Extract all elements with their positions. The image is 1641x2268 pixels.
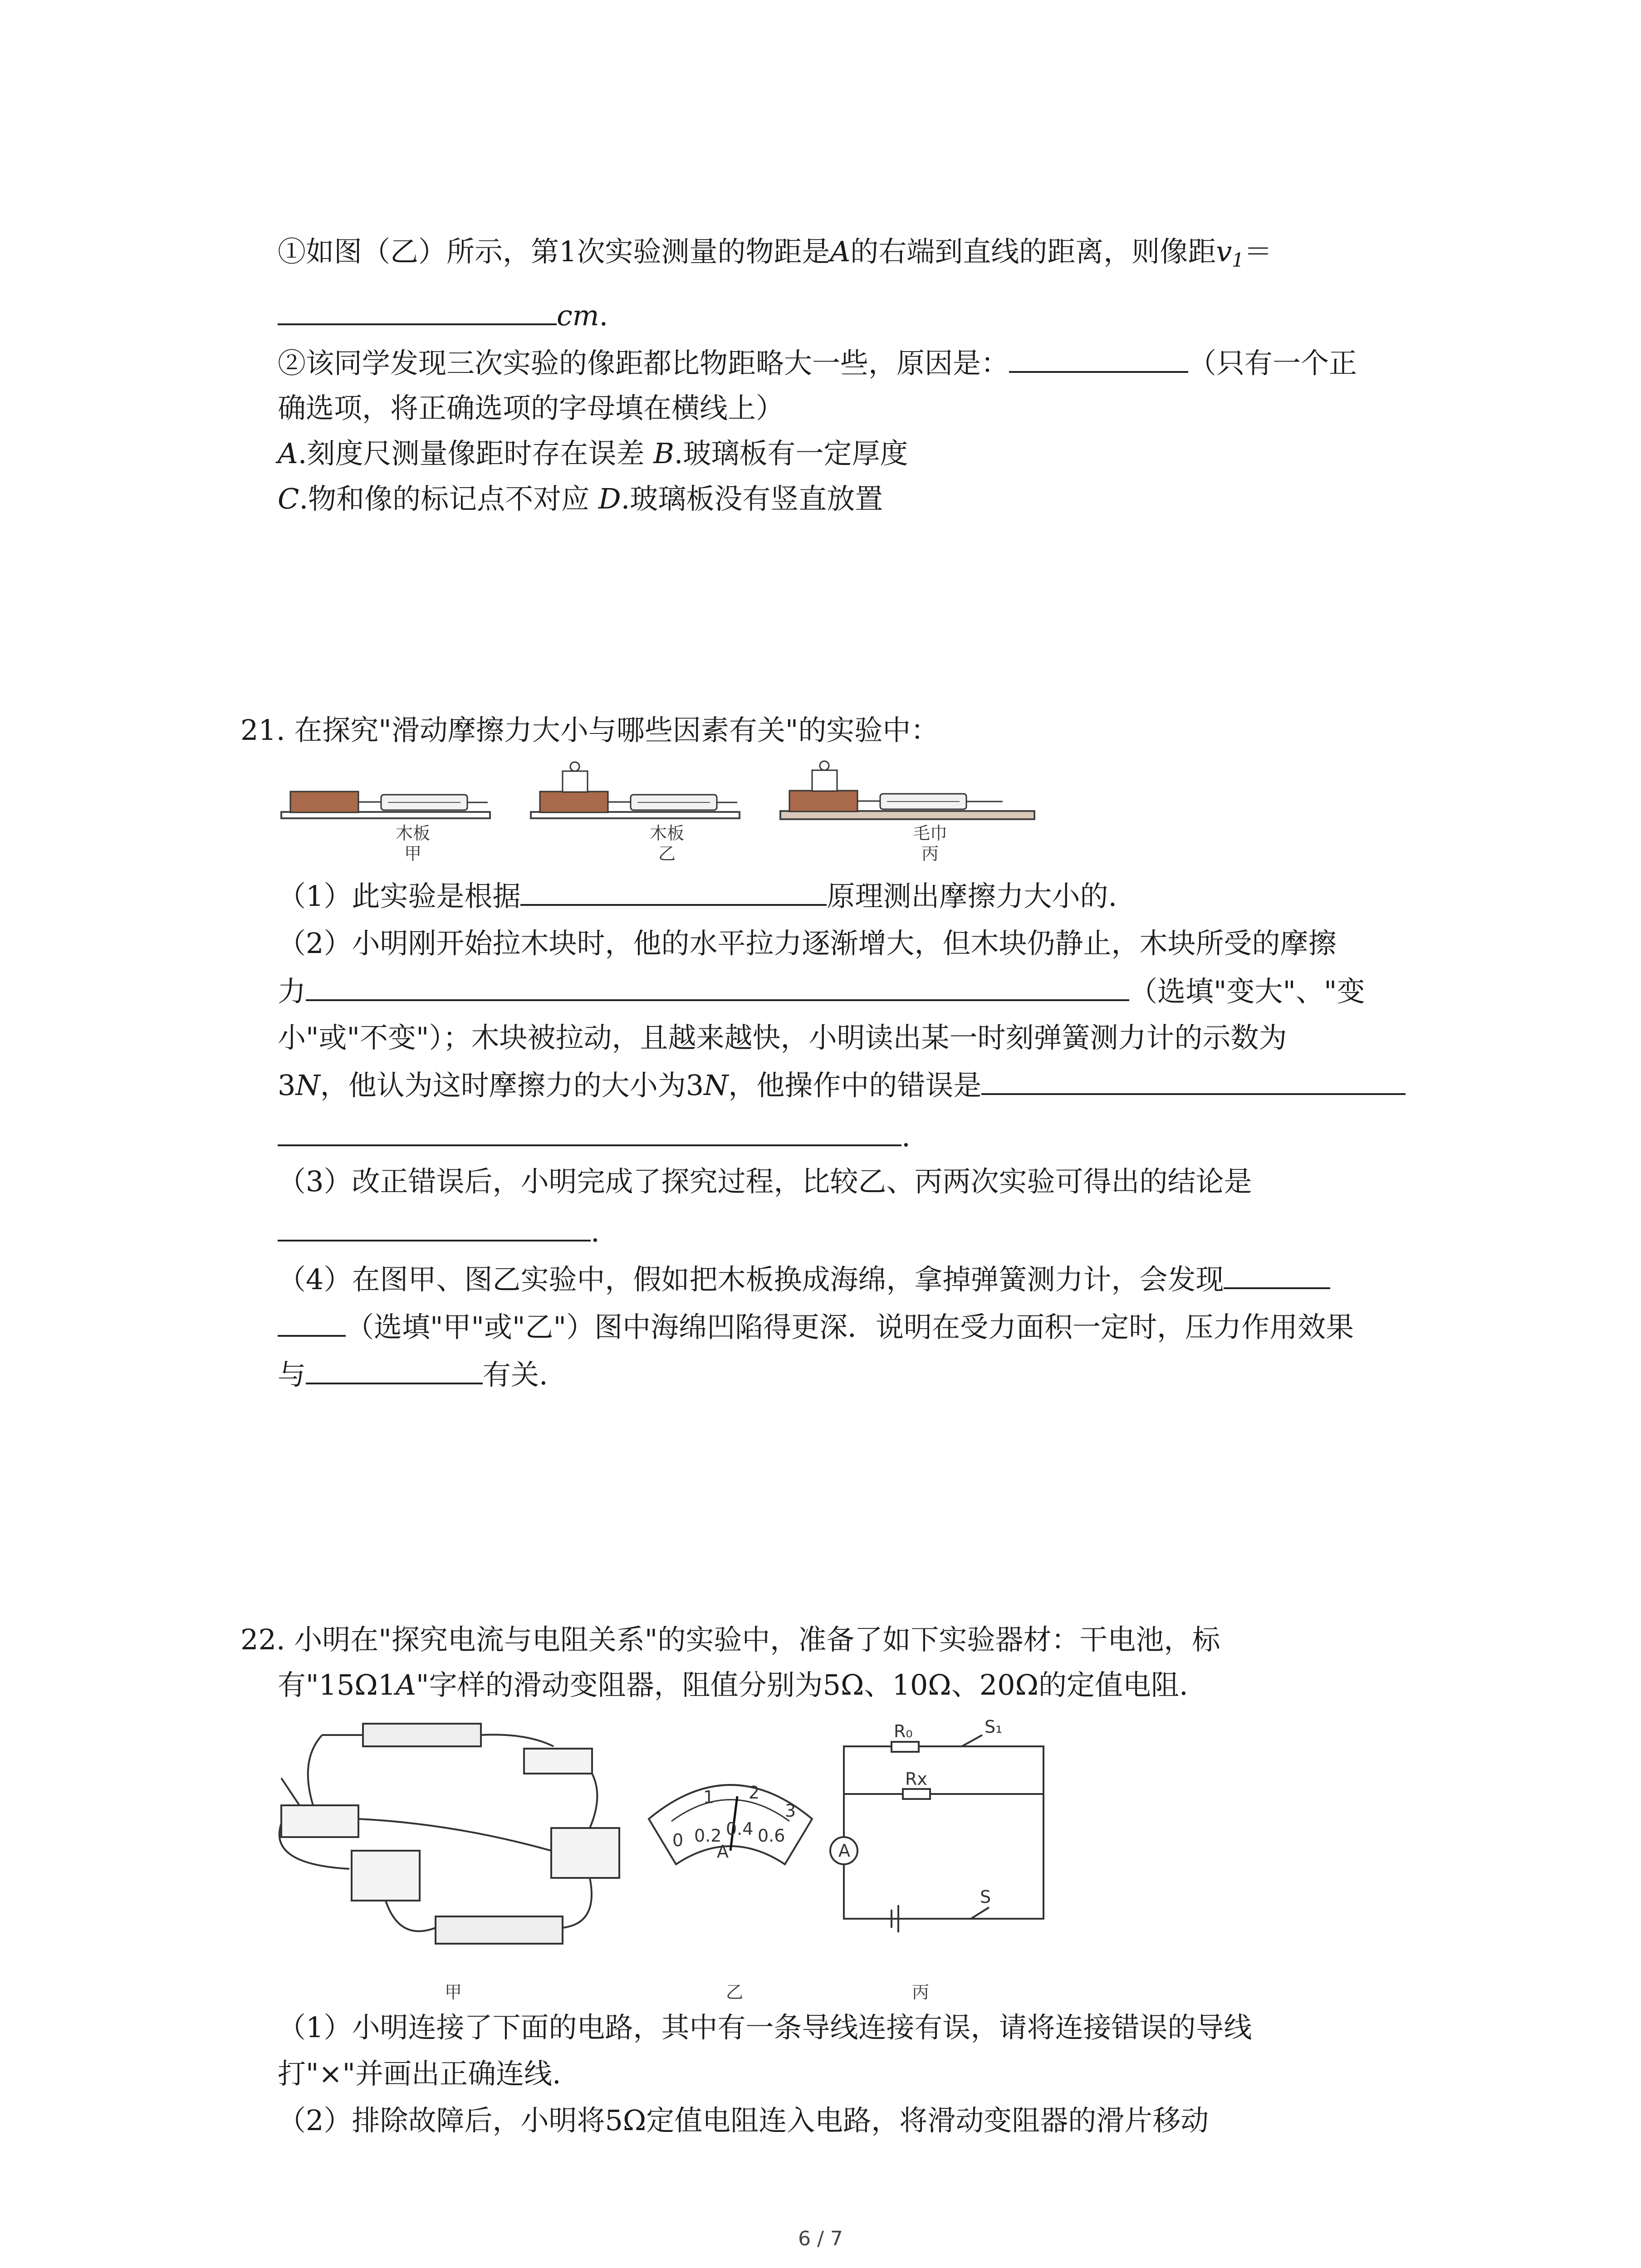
label-s1: S₁ [985,1717,1003,1737]
q21-s2-c: 小"或"不变"）；木块被拉动，且越来越快，小明读出某一时刻弹簧测力计的示数为 [278,1021,1287,1054]
label-r0: R₀ [894,1721,913,1741]
answer-blank-principle[interactable] [520,878,827,906]
q21-s1: （1）此实验是根据 原理测出摩擦力大小的. [278,878,1117,914]
q20-options-cd: C.物和像的标记点不对应 D.玻璃板没有竖直放置 [278,482,883,515]
page-number: 6 / 7 [798,2227,843,2250]
q21-s3-b: . [278,1213,600,1250]
fig-label-yi: 乙 [726,1982,744,2002]
q21-s2-e: . [278,1118,911,1155]
tick-0.6: 0.6 [758,1826,785,1846]
q21-s2-b: 力 （选填"变大"、"变 [278,973,1365,1010]
q20-options-ab: A.刻度尺测量像距时存在误差 B.玻璃板有一定厚度 [278,437,908,470]
answer-blank-figure-2[interactable] [278,1309,346,1337]
tick-3: 3 [785,1801,796,1821]
setup-bing [780,761,1034,819]
surface-label-2: 木板 [649,823,685,843]
q22-s1-a: （1）小明连接了下面的电路，其中有一条导线连接有误，请将连接错误的导线 [278,2011,1252,2044]
q21-s4-c: 与 有关. [278,1356,548,1393]
fig-label-jia: 甲 [404,844,422,864]
q22-title-2: 有"15Ω1A"字样的滑动变阻器，阻值分别为5Ω、10Ω、20Ω的定值电阻. [278,1668,1188,1701]
q21-s4-b: （选填"甲"或"乙"）图中海绵凹陷得更深．说明在受力面积一定时，压力作用效果 [278,1309,1354,1345]
q20-line-4: 确选项，将正确选项的字母填在横线上） [278,391,784,425]
surface-label-3: 毛巾 [912,823,948,843]
answer-blank-figure-1[interactable] [1224,1261,1330,1289]
circuit-figure [272,1715,1053,2005]
q21-s2-d: 3N，他认为这时摩擦力的大小为3N，他操作中的错误是 [278,1067,1406,1104]
setup-jia [281,792,490,818]
q20-line-2: cm. [278,297,608,334]
label-rx: Rx [905,1769,927,1789]
fig-label-jia: 甲 [445,1982,462,2002]
tick-2: 2 [749,1783,760,1803]
q20-line-3: ②该同学发现三次实验的像距都比物距略大一些，原因是： （只有一个正 [278,345,1357,381]
surface-label-1: 木板 [395,823,431,843]
tick-0: 0 [672,1830,684,1850]
q21-s3-a: （3）改正错误后，小明完成了探究过程，比较乙、丙两次实验可得出的结论是 [278,1165,1252,1198]
tick-0.2: 0.2 [694,1826,722,1846]
answer-blank-conclusion[interactable] [278,1213,591,1242]
q21-s4-a: （4）在图甲、图乙实验中，假如把木板换成海绵，拿掉弹簧测力计，会发现 [278,1261,1330,1298]
circuit-diagram [830,1735,1043,1932]
tick-0.4: 0.4 [726,1819,754,1839]
meter-unit: A [717,1842,729,1862]
q21-title: 21. 在探究"滑动摩擦力大小与哪些因素有关"的实验中： [240,714,939,747]
answer-blank-error-1[interactable] [981,1067,1406,1095]
label-s: S [980,1887,991,1907]
ammeter-dial [649,1783,812,1864]
q22-title-1: 22. 小明在"探究电流与电阻关系"的实验中，准备了如下实验器材：干电池，标 [240,1623,1220,1656]
answer-blank-friction-change[interactable] [306,973,1129,1001]
q22-s2: （2）排除故障后，小明将5Ω定值电阻连入电路，将滑动变阻器的滑片移动 [278,2104,1209,2137]
friction-experiment-figure [277,753,1039,871]
answer-blank-v1[interactable] [278,297,557,325]
setup-yi [531,762,740,818]
answer-blank-reason[interactable] [1009,345,1188,373]
fig-label-bing: 丙 [912,1982,930,2002]
physical-circuit [279,1724,619,1944]
fig-label-yi: 乙 [658,844,676,864]
answer-blank-error-2[interactable] [278,1118,901,1146]
q22-s1-b: 打"×"并画出正确连线. [278,2057,561,2090]
q20-line-1: ①如图（乙）所示，第1次实验测量的物距是A的右端到直线的距离，则像距$v_1=$ [278,235,1273,271]
answer-blank-pressure-effect[interactable] [306,1356,483,1384]
tick-1: 1 [703,1787,715,1807]
fig-label-bing: 丙 [921,844,939,864]
ammeter-symbol: A [838,1841,850,1861]
q21-s2-a: （2）小明刚开始拉木块时，他的水平拉力逐渐增大，但木块仍静止，木块所受的摩擦 [278,927,1337,960]
